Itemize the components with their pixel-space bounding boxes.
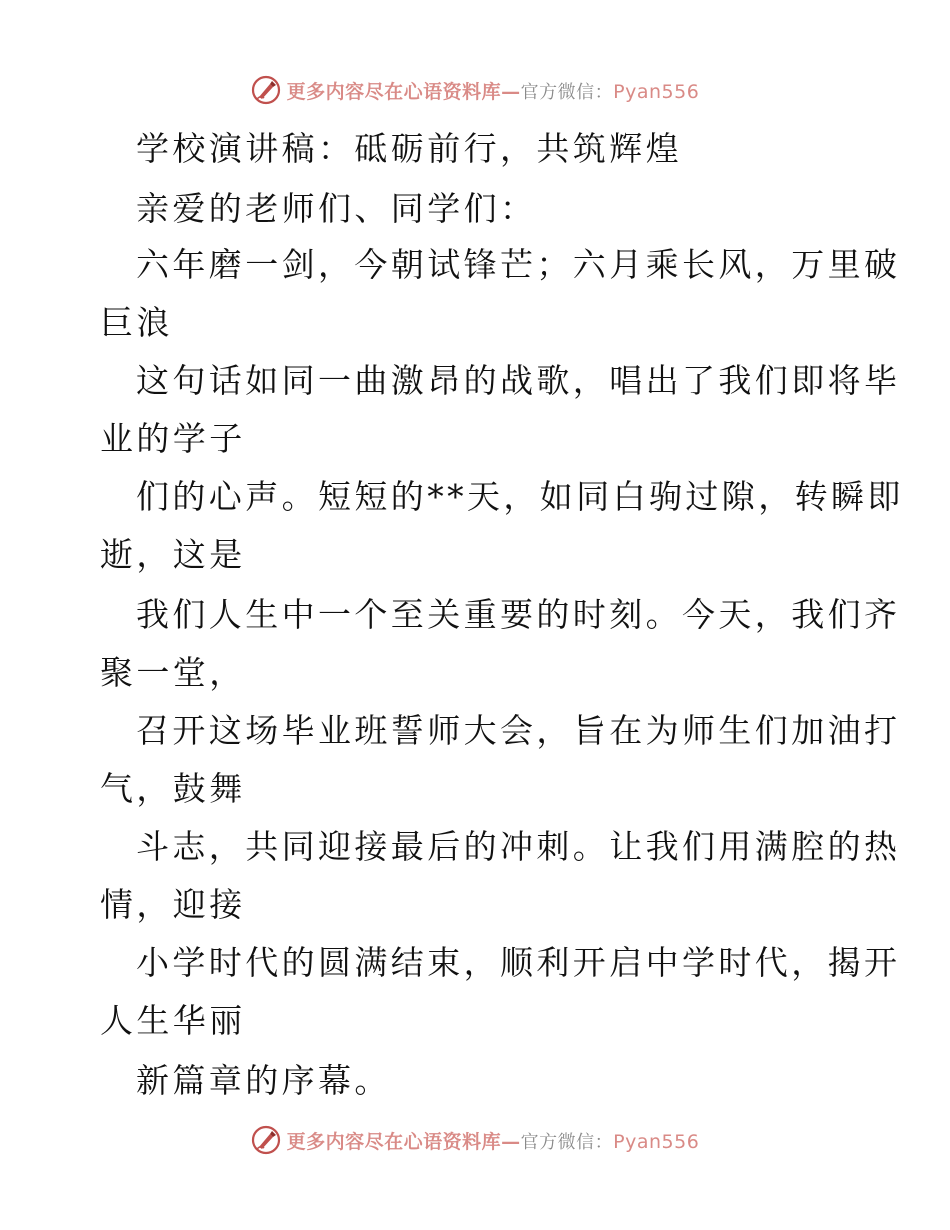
paragraph-line: 人生华丽 — [100, 1001, 246, 1040]
banner-text — [287, 77, 700, 104]
paragraph-line: 逝，这是 — [100, 535, 246, 574]
paragraph-line: 气，鼓舞 — [100, 769, 246, 808]
salutation: 亲爱的老师们、同学们： — [136, 189, 537, 228]
banner-text — [287, 1127, 700, 1154]
site-name: 更多内容尽在心语资料库 — [286, 80, 502, 103]
paragraph-line: 情，迎接 — [100, 885, 246, 924]
paragraph-line: 召开这场毕业班誓师大会，旨在为师生们加油打 — [136, 711, 901, 750]
paragraph-line: 聚一堂， — [100, 653, 246, 692]
banner-separator: — — [501, 80, 521, 103]
banner-separator: — — [501, 1130, 521, 1153]
paragraph-line: 业的学子 — [100, 419, 246, 458]
footer-banner — [0, 1120, 950, 1160]
wechat-handle: Pyan556 — [613, 1130, 700, 1153]
site-name: 更多内容尽在心语资料库 — [286, 1130, 502, 1153]
paragraph-line: 六年磨一剑，今朝试锋芒；六月乘长风，万里破 — [136, 245, 901, 284]
wechat-label: 官方微信： — [520, 81, 614, 103]
paragraph-line: 这句话如同一曲激昂的战歌，唱出了我们即将毕 — [136, 361, 901, 400]
wechat-handle: Pyan556 — [613, 80, 700, 103]
paragraph-line: 新篇章的序幕。 — [136, 1061, 391, 1100]
wechat-label: 官方微信： — [520, 1131, 614, 1153]
header-banner — [0, 70, 950, 110]
paragraph-line: 巨浪 — [100, 303, 173, 342]
document-title: 学校演讲稿：砥砺前行，共筑辉煌 — [136, 129, 682, 168]
paragraph-line: 小学时代的圆满结束，顺利开启中学时代，揭开 — [136, 943, 901, 982]
paragraph-line: 们的心声。短短的**天，如同白驹过隙，转瞬即 — [136, 477, 904, 516]
paragraph-line: 我们人生中一个至关重要的时刻。今天，我们齐 — [136, 595, 901, 634]
pen-logo-icon — [251, 1125, 281, 1155]
paragraph-line: 斗志，共同迎接最后的冲刺。让我们用满腔的热 — [136, 827, 901, 866]
pen-logo-icon — [251, 75, 281, 105]
